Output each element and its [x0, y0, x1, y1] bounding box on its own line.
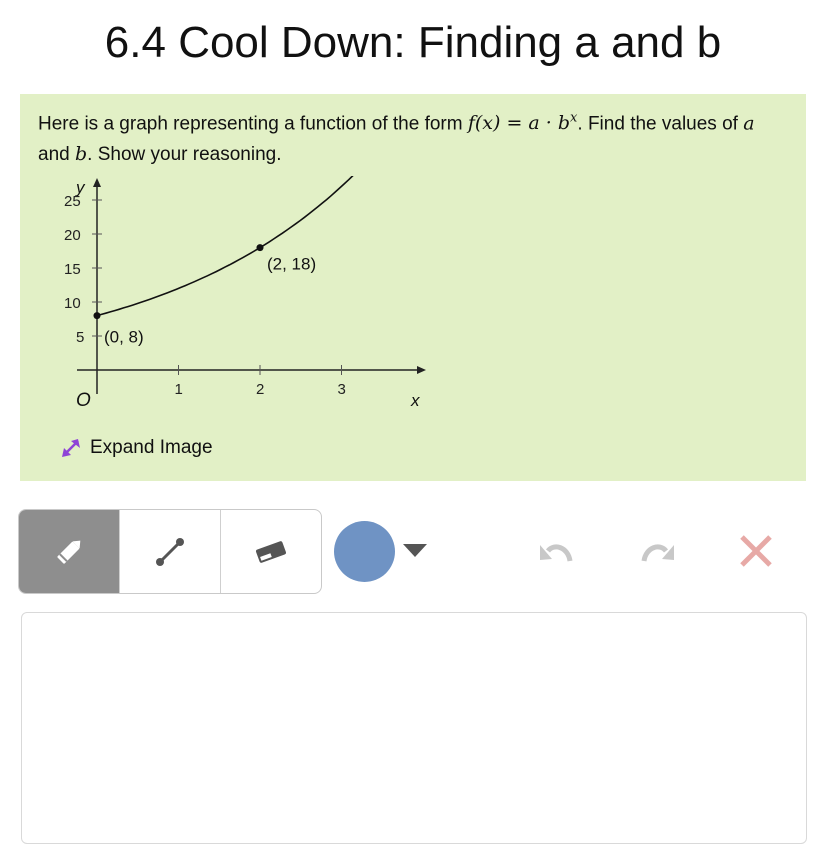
exponential-graph	[40, 176, 440, 426]
y-axis-arrow	[93, 178, 101, 187]
var-b: b	[74, 143, 88, 166]
color-picker-swatch[interactable]	[334, 521, 395, 582]
x-tick-label: 1	[174, 381, 183, 398]
y-tick-label: 10	[64, 295, 81, 312]
function-curve	[97, 176, 362, 316]
data-point-label: (0, 8)	[104, 327, 144, 347]
data-point	[257, 244, 264, 251]
data-point-label: (2, 18)	[267, 254, 317, 274]
expand-arrows-icon	[60, 437, 82, 459]
pencil-tool-button[interactable]	[19, 510, 120, 593]
y-axis-label: y	[76, 178, 85, 197]
page-title: 6.4 Cool Down: Finding a and b	[104, 18, 722, 67]
pencil-icon	[51, 534, 87, 570]
line-tool-button[interactable]	[120, 510, 221, 593]
drawing-canvas[interactable]	[21, 612, 807, 844]
x-axis-arrow	[417, 366, 426, 374]
prompt-text: Here is a graph representing a function of the form $f(x) = a \cdot b^x$. Find the values of a and b. Show your reasoning.	[38, 111, 755, 166]
tool-group	[18, 509, 322, 594]
x-tick-label: 3	[337, 381, 346, 398]
redo-icon[interactable]	[636, 533, 678, 569]
clear-icon[interactable]	[738, 533, 774, 569]
expand-image-link[interactable]	[60, 437, 213, 459]
x-tick-label: 2	[256, 381, 265, 398]
color-dropdown-caret-icon[interactable]	[402, 543, 428, 559]
var-a: a	[743, 112, 755, 135]
y-tick-label: 25	[64, 193, 81, 210]
y-tick-label: 20	[64, 227, 81, 244]
undo-icon[interactable]	[536, 533, 578, 569]
data-point	[94, 312, 101, 319]
line-segment-icon	[152, 534, 188, 570]
prompt-card	[20, 94, 806, 481]
y-tick-label: 15	[64, 261, 81, 278]
eraser-tool-button[interactable]	[221, 510, 321, 593]
origin-label: O	[76, 390, 91, 411]
expand-image-label: Expand Image	[90, 437, 213, 458]
y-tick-label: 5	[76, 329, 85, 346]
eraser-icon	[252, 534, 290, 570]
formula: $f(x) = a \cdot b^x$	[467, 111, 578, 135]
x-axis-label: x	[411, 391, 420, 410]
